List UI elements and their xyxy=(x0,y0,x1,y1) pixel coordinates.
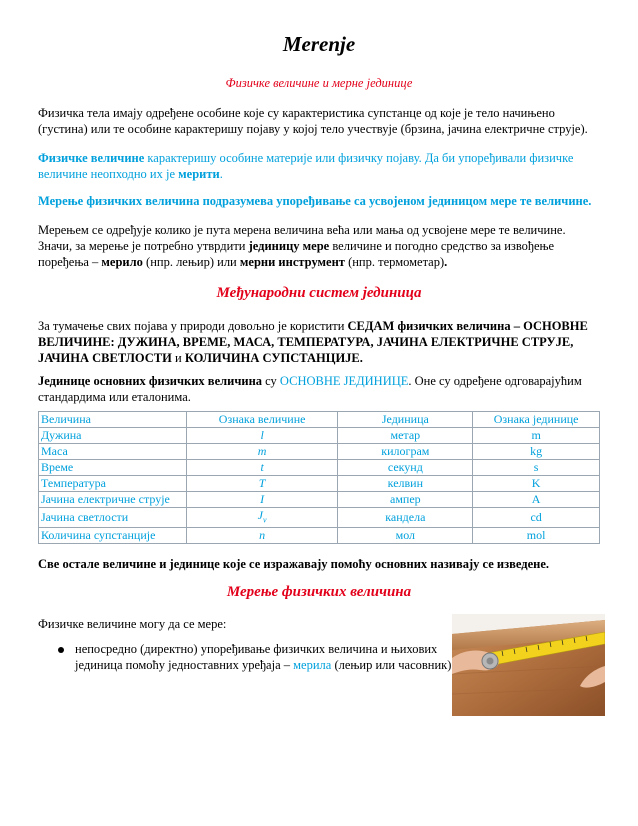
table-cell: Дужина xyxy=(39,428,187,444)
table-cell: m xyxy=(186,444,338,460)
table-header: Ознака величине xyxy=(186,412,338,428)
table-row xyxy=(39,528,600,544)
table-cell: Количина супстанције xyxy=(39,528,187,544)
table-row xyxy=(39,444,600,460)
table-cell: $J_v$ xyxy=(186,508,338,528)
si-units-table xyxy=(38,411,600,544)
table-row xyxy=(39,492,600,508)
section-heading-measurement: Мерење физичких величина xyxy=(226,584,412,600)
term-measure: мерити xyxy=(178,167,220,181)
table-row xyxy=(39,476,600,492)
term-tool: мерило xyxy=(101,255,143,269)
table-cell: m xyxy=(473,428,600,444)
table-row xyxy=(39,508,600,528)
tape-measure-illustration xyxy=(452,614,605,716)
table-cell: l xyxy=(186,428,338,444)
term-base-units: ОСНОВНЕ ЈЕДИНИЦЕ xyxy=(279,374,409,388)
table-cell: T xyxy=(186,476,338,492)
subscript: v xyxy=(263,515,267,525)
table-row xyxy=(39,460,600,476)
table-header: Ознака јединице xyxy=(473,412,600,428)
table-cell: Температура xyxy=(39,476,187,492)
table-header: Јединица xyxy=(338,412,473,428)
page-subtitle: Физичке величине и мерне јединице xyxy=(225,76,413,90)
table-cell: kg xyxy=(473,444,600,460)
base-quantities-list: СЕДАМ физичких величина – ОСНОВНЕ ВЕЛИЧИНЕ: ДУЖИНА, ВРЕМЕ, МАСА, ТЕМПЕРАТУРА, ЈАЧИНА ЕЛЕКТРИЧНЕ СТРУЈЕ, ЈАЧИНА СВЕТЛОСТИ xyxy=(38,319,588,365)
table-cell: K xyxy=(473,476,600,492)
table-cell: s xyxy=(473,460,600,476)
table-cell: mol xyxy=(473,528,600,544)
table-header-row xyxy=(39,412,600,428)
table-cell: Јачина светлости xyxy=(39,508,187,528)
table-cell: ампер xyxy=(338,492,473,508)
table-cell: n xyxy=(186,528,338,544)
table-header: Величина xyxy=(39,412,187,428)
table-cell: келвин xyxy=(338,476,473,492)
table-cell: Јачина електричне струје xyxy=(39,492,187,508)
measurement-definition: Мерењe физичких величина подразумева упоређивање са усвојеном јединицом мере те величине. xyxy=(38,194,592,208)
table-cell: килограм xyxy=(338,444,473,460)
table-cell: I xyxy=(186,492,338,508)
table-cell: Време xyxy=(39,460,187,476)
term-unit: јединицу мере xyxy=(248,239,330,253)
table-cell: кандела xyxy=(338,508,473,528)
page-title: Merenje xyxy=(282,32,356,56)
table-row xyxy=(39,428,600,444)
table-cell: секунд xyxy=(338,460,473,476)
base-units-paragraph: Јединице основних физичких величина су ОСНОВНЕ ЈЕДИНИЦЕ. Оне су одређене одговарајућим стандардима или еталонима. xyxy=(38,374,582,404)
intro-paragraph: Физичка тела имају одређене особине које су карактеристика супстанце од које је тело начињено (густина) или те особине карактеришу појаву у којој тело учествује (брзина, јачина електричне струје). xyxy=(38,106,588,136)
derived-units-paragraph: Све остале величине и јединице које се изражавају помоћу основних називају се изведене. xyxy=(38,557,549,571)
table-cell: cd xyxy=(473,508,600,528)
term-instrument: мерни инструмент xyxy=(239,255,345,269)
measuring-tape-photo xyxy=(452,614,605,716)
section-heading-si: Међународни систем јединица xyxy=(216,285,422,301)
table-cell: метар xyxy=(338,428,473,444)
physical-quantities-paragraph: Физичке величине карактеришу особине материје или физичку појаву. Да би упоређивали физичке величине неопходно их је мерити. xyxy=(38,151,574,181)
seven-quantities-paragraph: За тумачење свих појава у природи довољно је користити СЕДАМ физичких величина – ОСНОВНЕ ВЕЛИЧИНЕ: ДУЖИНА, ВРЕМЕ, МАСА, ТЕМПЕРАТУРА, ЈАЧИНА ЕЛЕКТРИЧНЕ СТРУЈЕ, ЈАЧИНА СВЕТЛОСТИ и КОЛИЧИНА СУПСТАНЦИЈЕ. xyxy=(38,319,588,365)
measure-intro: Физичке величине могу да се мере: xyxy=(38,617,227,631)
measurement-paragraph: Мерењем се одређује колико је пута мерена величина већа или мања од усвојене мере те величине. Значи, за мерење је потребно утврдити јединицу мере величине и погодно средство за извођење поређења – мерило (нпр. лењир) или мерни инструмент (нпр. термометар). xyxy=(38,223,566,269)
table-cell: мол xyxy=(338,528,473,544)
table-cell: Маса xyxy=(39,444,187,460)
list-item: непосредно (директно) упоређивање физичких величина и њихових јединица помоћу једноставних уређаја – мерила (лењир или часовник) xyxy=(75,642,452,672)
table-cell: A xyxy=(473,492,600,508)
term-tools: мерила xyxy=(293,658,332,672)
table-cell: t xyxy=(186,460,338,476)
term-physical-quantities: Физичке величине xyxy=(38,151,145,165)
bullet-icon xyxy=(58,647,64,653)
